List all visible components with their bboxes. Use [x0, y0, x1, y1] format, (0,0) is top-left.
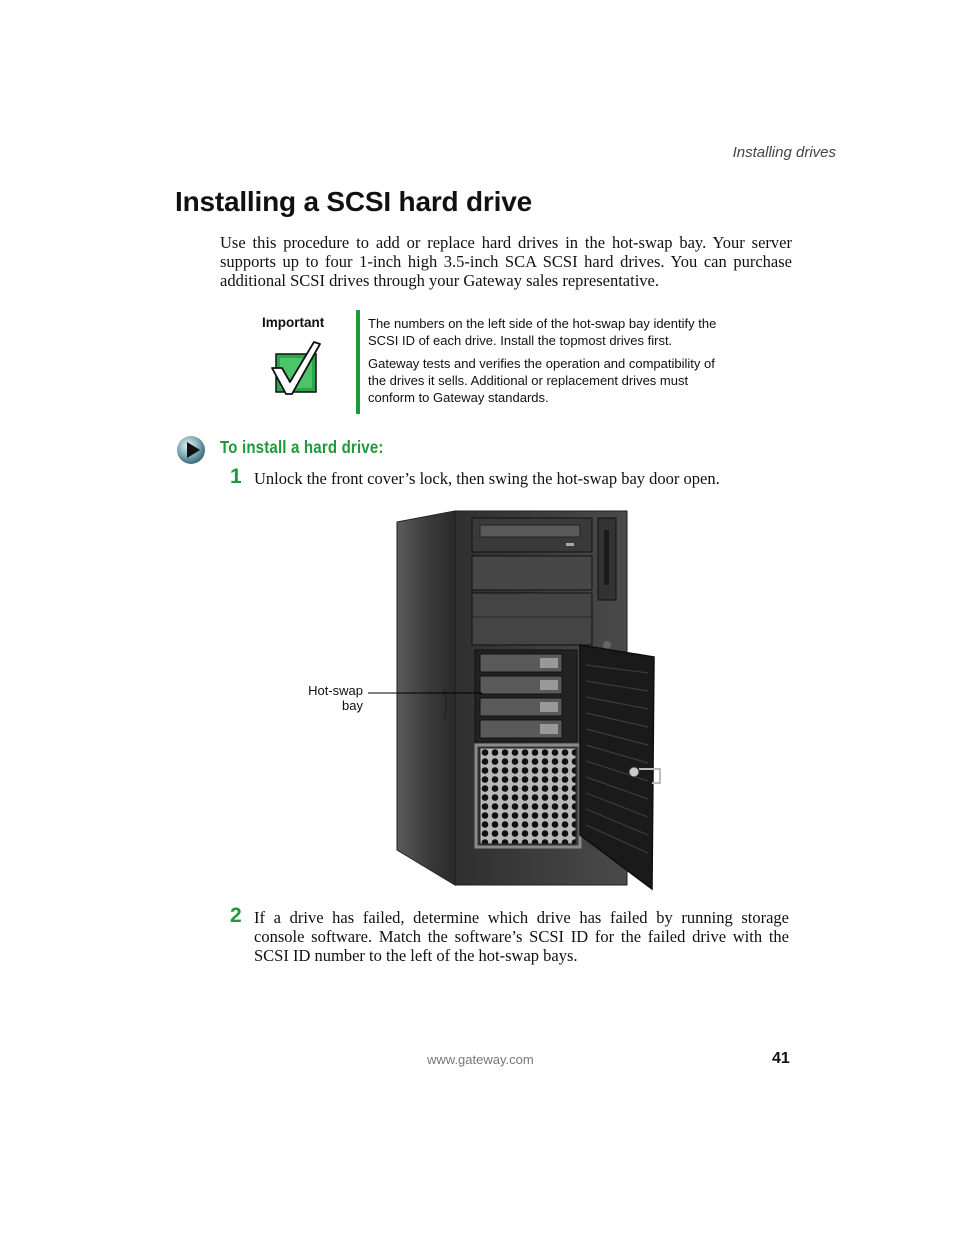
- step-1-text: Unlock the front cover’s lock, then swing the hot-swap bay door open.: [254, 469, 720, 488]
- play-arrow-icon: [176, 435, 206, 465]
- checkmark-icon: [268, 338, 322, 396]
- procedure-heading: To install a hard drive:: [220, 437, 384, 457]
- callout-line-1: Hot-swap: [308, 683, 363, 698]
- footer-url[interactable]: www.gateway.com: [427, 1052, 534, 1067]
- important-divider: [356, 310, 360, 414]
- important-label: Important: [262, 315, 325, 330]
- page-number: 41: [772, 1050, 790, 1067]
- important-text: [368, 315, 736, 412]
- running-head: Installing drives: [732, 144, 836, 161]
- hot-swap-bay-callout: [300, 683, 363, 713]
- intro-paragraph: Use this procedure to add or replace hard drives in the hot-swap bay. Your server supports up to four 1-inch high 3.5-inch SCA SCSI hard drives. You can purchase additional SCSI drives through your Gateway sales representative.: [220, 233, 792, 290]
- page-title: Installing a SCSI hard drive: [175, 186, 532, 217]
- step-2-number: 2: [230, 904, 242, 927]
- step-1-number: 1: [230, 465, 242, 488]
- callout-line-2: bay: [342, 698, 363, 713]
- important-paragraph-1: The numbers on the left side of the hot-swap bay identify the SCSI ID of each drive. Install the topmost drives first.: [368, 316, 717, 348]
- important-paragraph-2: Gateway tests and verifies the operation and compatibility of the drives it sells. Additional or replacement drives must conform to Gateway standards.: [368, 356, 715, 405]
- step-2-text: If a drive has failed, determine which drive has failed by running storage console software. Match the software’s SCSI ID for the failed drive with the SCSI ID number to the left of the hot-swap bays.: [254, 908, 789, 965]
